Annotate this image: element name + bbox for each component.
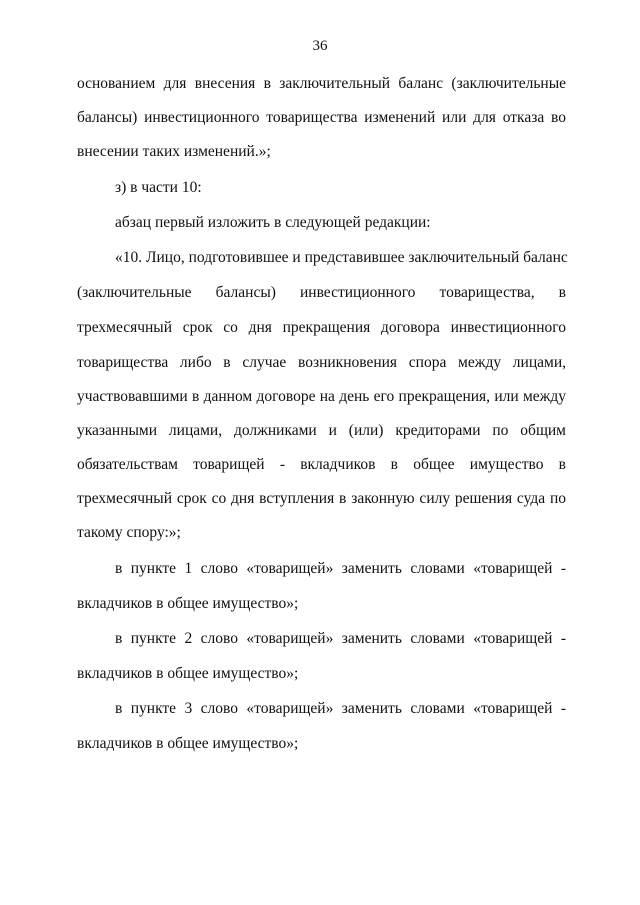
quoted-paragraph-line: участвовавшими в данном договоре на день его прекращения, или между xyxy=(77,388,566,405)
subsection-heading: з) в части 10: xyxy=(115,179,202,196)
quoted-paragraph-line: обязательствам товарищей - вкладчиков в общее имущество в xyxy=(77,456,566,473)
amendment-line: в пункте 2 слово «товарищей» заменить словами «товарищей - xyxy=(115,630,566,647)
amendment-line: вкладчиков в общее имущество»; xyxy=(77,735,299,752)
amendment-line: вкладчиков в общее имущество»; xyxy=(77,595,299,612)
quoted-paragraph-line: (заключительные балансы) инвестиционного товарищества, в xyxy=(77,284,566,301)
amendment-line: в пункте 3 слово «товарищей» заменить словами «товарищей - xyxy=(115,700,566,717)
page-number: 36 xyxy=(312,38,328,54)
text-line: внесении таких изменений.»; xyxy=(77,143,271,160)
amendment-line: в пункте 1 слово «товарищей» заменить словами «товарищей - xyxy=(115,560,566,577)
text-line: балансы) инвестиционного товарищества изменений или для отказа во xyxy=(77,109,566,126)
quoted-paragraph-line: трехмесячный срок со дня прекращения договора инвестиционного xyxy=(77,319,566,336)
quoted-paragraph-line: трехмесячный срок со дня вступления в законную силу решения суда по xyxy=(77,490,566,507)
quoted-paragraph-line: «10. Лицо, подготовившее и представившее заключительный баланс xyxy=(115,249,568,266)
text-line: основанием для внесения в заключительный баланс (заключительные xyxy=(77,75,566,92)
quoted-paragraph-line: указанными лицами, должниками и (или) кредиторами по общим xyxy=(77,422,566,439)
quoted-paragraph-line: такому спору:»; xyxy=(77,524,181,541)
amendment-line: вкладчиков в общее имущество»; xyxy=(77,665,299,682)
instruction-line: абзац первый изложить в следующей редакции: xyxy=(115,214,431,231)
quoted-paragraph-line: товарищества либо в случае возникновения спора между лицами, xyxy=(77,354,566,371)
